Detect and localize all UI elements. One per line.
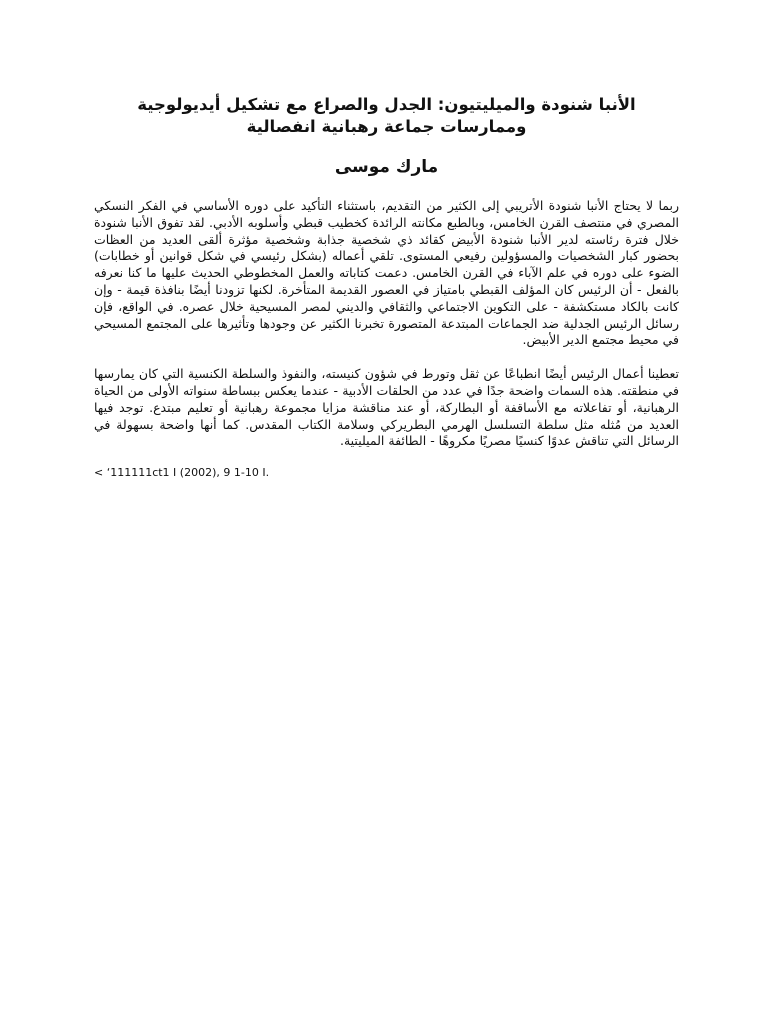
footnote: < ‘111111ct1 I (2002), 9 1-10 I. xyxy=(94,466,270,480)
document-page xyxy=(94,94,679,480)
author-name: مارك موسى xyxy=(334,157,439,177)
body-paragraph-1: ربما لا يحتاج الأنبا شنودة الأتريبي إلى الكثير من التقديم، باستثناء التأكيد على دوره الأساسي في الفكر النسكي المصري في منتصف القرن الخامس، وبالطبع مكانته الرائدة كخطيب قبطي وأسلوبه الأدبي. لقد تفوق الأنبا شنودة خلال فترة رئاسته لدير الأنبا شنودة الأبيض كقائد ذي شخصية جذابة وشخصية مؤثرة ألقى العديد من العظات بحضور كبار الشخصيات والمسؤولين رفيعي المستوى. تلقي أعماله (بشكل رئيسي في شكل قوانين أو خطابات) الضوء على دوره في علم الآباء في القرن الخامس. دعمت كتاباته والعمل المخطوطي الحديث عليها ما كنا نعرفه بالفعل - أن الرئيس كان المؤلف القبطي بامتياز في العصور القديمة المتأخرة. لكنها تزودنا أيضًا بنافذة قيمة - وإن كانت بالكاد مستكشفة - على التكوين الاجتماعي والثقافي والديني لمصر المسيحية خلال عصره. في الواقع، فإن رسائل الرئيس الجدلية ضد الجماعات المبتدعة المتصورة تخبرنا الكثير عن وجودها وتأثيرها على المجتمع المسيحي في محيط مجتمع الدير الأبيض. xyxy=(94,198,679,348)
title-line-1: الأنبا شنودة والميليتيون: الجدل والصراع مع تشكيل أيديولوجية xyxy=(137,95,636,114)
body-paragraph-2: تعطينا أعمال الرئيس أيضًا انطباعًا عن ثقل وتورط في شؤون كنيسته، والنفوذ والسلطة الكنسية التي كان يمارسها في منطقته. هذه السمات واضحة جدًا في عدد من الحلقات الأدبية - عندما يعكس ببساطة سنواته الأولى من الحياة الرهبانية، أو تفاعلاته مع الأساقفة أو البطاركة، أو عند مناقشة مزايا مجموعة رهبانية أو تعليم مبتدع. توجد فيها العديد من مُثله مثل سلطة التسلسل الهرمي البطريركي وسلامة الكتاب المقدس. كما أنها واضحة بسهولة في الرسائل التي تناقش عدوًا كنسيًا مصريًا مكروهًا - الطائفة الميليتية. xyxy=(94,366,679,449)
document-title xyxy=(94,94,679,138)
title-line-2: وممارسات جماعة رهبانية انفصالية xyxy=(246,117,527,136)
